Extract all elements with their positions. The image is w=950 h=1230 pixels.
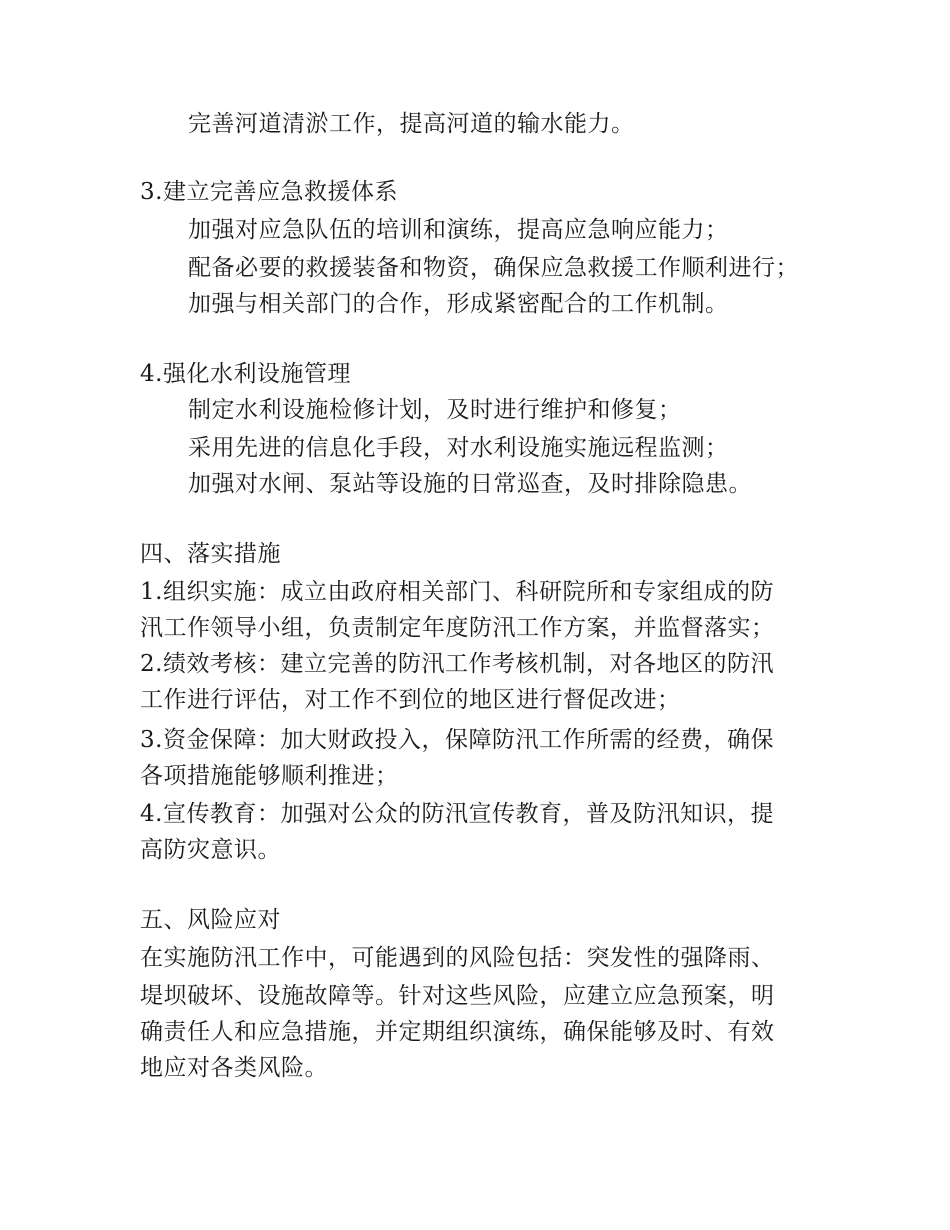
list-item: 制定水利设施检修计划，及时进行维护和修复； xyxy=(188,397,682,423)
paragraph-line: 1.组织实施：成立由政府相关部门、科研院所和专家组成的防 xyxy=(140,579,774,605)
paragraph-line: 3.资金保障：加大财政投入，保障防汛工作所需的经费，确保 xyxy=(140,727,774,753)
paragraph-line: 在实施防汛工作中，可能遇到的风险包括：突发性的强降雨、 xyxy=(140,945,775,971)
section-heading: 3.建立完善应急救援体系 xyxy=(140,179,398,205)
paragraph-line: 2.绩效考核：建立完善的防汛工作考核机制，对各地区的防汛 xyxy=(140,651,774,677)
part-heading: 五、风险应对 xyxy=(140,907,281,933)
list-item: 加强对应急队伍的培训和演练，提高应急响应能力； xyxy=(188,217,729,243)
list-item: 加强与相关部门的合作，形成紧密配合的工作机制。 xyxy=(188,291,729,317)
paragraph-line: 各项措施能够顺利推进； xyxy=(140,763,399,789)
list-item: 配备必要的救援装备和物资，确保应急救援工作顺利进行； xyxy=(188,255,799,281)
paragraph-line: 确责任人和应急措施，并定期组织演练，确保能够及时、有效 xyxy=(140,1019,775,1045)
paragraph-line: 高防灾意识。 xyxy=(140,837,281,863)
section-heading: 4.强化水利设施管理 xyxy=(140,361,351,387)
list-item: 加强对水闸、泵站等设施的日常巡查，及时排除隐患。 xyxy=(188,471,752,497)
paragraph-line: 地应对各类风险。 xyxy=(140,1055,328,1081)
paragraph-line: 4.宣传教育：加强对公众的防汛宣传教育，普及防汛知识，提 xyxy=(140,801,774,827)
paragraph-line: 工作进行评估，对工作不到位的地区进行督促改进； xyxy=(140,687,681,713)
list-item: 完善河道清淤工作，提高河道的输水能力。 xyxy=(188,111,635,137)
part-heading: 四、落实措施 xyxy=(140,541,281,567)
paragraph-line: 汛工作领导小组，负责制定年度防汛工作方案，并监督落实； xyxy=(140,615,775,641)
list-item: 采用先进的信息化手段，对水利设施实施远程监测； xyxy=(188,435,729,461)
paragraph-line: 堤坝破坏、设施故障等。针对这些风险，应建立应急预案，明 xyxy=(140,983,775,1009)
